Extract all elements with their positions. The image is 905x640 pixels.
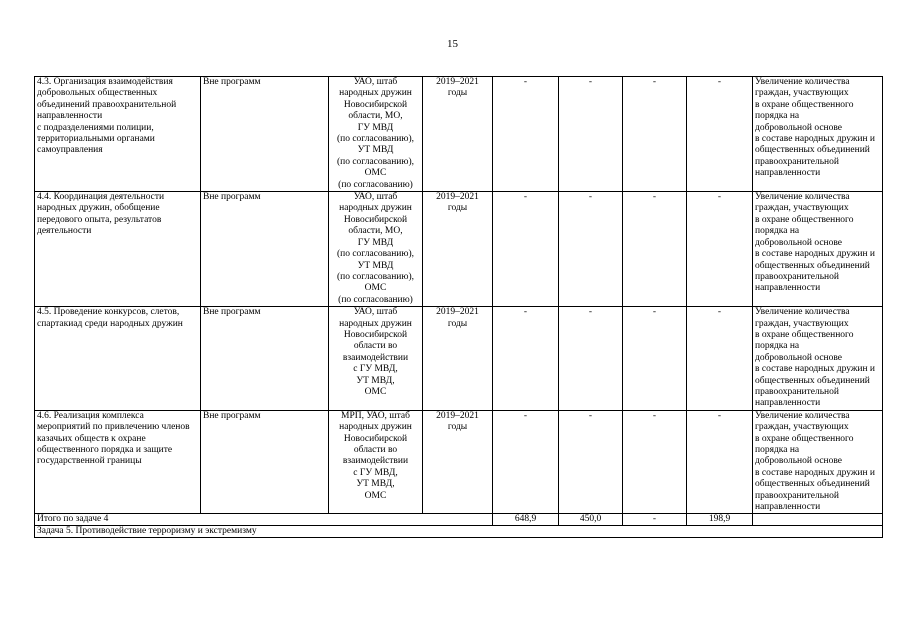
executors-cell: УАО, штаб народных дружин Новосибирской области, МО, ГУ МВД (по согласованию), УТ МВД (по согласованию), ОМС (по согласованию) — [329, 192, 423, 307]
total-label: Итого по задаче 4 — [35, 514, 493, 526]
result-cell: Увеличение количества граждан, участвующих в охране общественного порядка на добровольной основе в составе народных дружин и общественных объединений правоохранительной направленности — [753, 77, 883, 192]
measure-name: 4.3. Организация взаимодействия добровольных общественных объединений правоохранительной направленности с подразделениями полиции, территориальными органами самоуправления — [35, 77, 201, 192]
total-value-3: - — [623, 514, 687, 526]
result-cell: Увеличение количества граждан, участвующих в охране общественного порядка на добровольной основе в составе народных дружин и общественных объединений правоохранительной направленности — [753, 307, 883, 411]
program-cell: Вне программ — [201, 410, 329, 514]
table-row — [35, 77, 883, 192]
value-cell-1: - — [493, 77, 559, 192]
value-cell-4: - — [687, 192, 753, 307]
value-cell-3: - — [623, 77, 687, 192]
period-cell: 2019–2021 годы — [423, 410, 493, 514]
value-cell-4: - — [687, 77, 753, 192]
period-cell: 2019–2021 годы — [423, 192, 493, 307]
program-cell: Вне программ — [201, 77, 329, 192]
value-cell-2: - — [559, 192, 623, 307]
period-cell: 2019–2021 годы — [423, 77, 493, 192]
value-cell-2: - — [559, 77, 623, 192]
value-cell-2: - — [559, 307, 623, 411]
table-row — [35, 307, 883, 411]
total-value-1: 648,9 — [493, 514, 559, 526]
value-cell-3: - — [623, 410, 687, 514]
total-empty-cell — [753, 514, 883, 526]
executors-cell: УАО, штаб народных дружин Новосибирской области, МО, ГУ МВД (по согласованию), УТ МВД (по согласованию), ОМС (по согласованию) — [329, 77, 423, 192]
value-cell-1: - — [493, 410, 559, 514]
executors-cell: МРП, УАО, штаб народных дружин Новосибирской области во взаимодействии с ГУ МВД, УТ МВД, ОМС — [329, 410, 423, 514]
result-cell: Увеличение количества граждан, участвующих в охране общественного порядка на добровольной основе в составе народных дружин и общественных объединений правоохранительной направленности — [753, 192, 883, 307]
program-cell: Вне программ — [201, 192, 329, 307]
task-5-heading: Задача 5. Противодействие терроризму и экстремизму — [35, 526, 883, 538]
total-value-4: 198,9 — [687, 514, 753, 526]
value-cell-3: - — [623, 307, 687, 411]
value-cell-3: - — [623, 192, 687, 307]
page-number: 15 — [447, 38, 458, 50]
value-cell-4: - — [687, 307, 753, 411]
program-cell: Вне программ — [201, 307, 329, 411]
table-row — [35, 192, 883, 307]
measures-table — [34, 76, 883, 538]
table-body — [35, 77, 883, 538]
measure-name: 4.6. Реализация комплекса мероприятий по привлечению членов казачьих обществ к охране общественного порядка и защите государственной границы — [35, 410, 201, 514]
executors-cell: УАО, штаб народных дружин Новосибирской области во взаимодействии с ГУ МВД, УТ МВД, ОМС — [329, 307, 423, 411]
total-row — [35, 514, 883, 526]
result-cell: Увеличение количества граждан, участвующих в охране общественного порядка на добровольной основе в составе народных дружин и общественных объединений правоохранительной направленности — [753, 410, 883, 514]
period-cell: 2019–2021 годы — [423, 307, 493, 411]
measure-name: 4.5. Проведение конкурсов, слетов, спартакиад среди народных дружин — [35, 307, 201, 411]
value-cell-1: - — [493, 307, 559, 411]
table-row — [35, 410, 883, 514]
total-value-2: 450,0 — [559, 514, 623, 526]
value-cell-4: - — [687, 410, 753, 514]
measure-name: 4.4. Координация деятельности народных дружин, обобщение передового опыта, результатов деятельности — [35, 192, 201, 307]
task-row — [35, 526, 883, 538]
value-cell-1: - — [493, 192, 559, 307]
value-cell-2: - — [559, 410, 623, 514]
